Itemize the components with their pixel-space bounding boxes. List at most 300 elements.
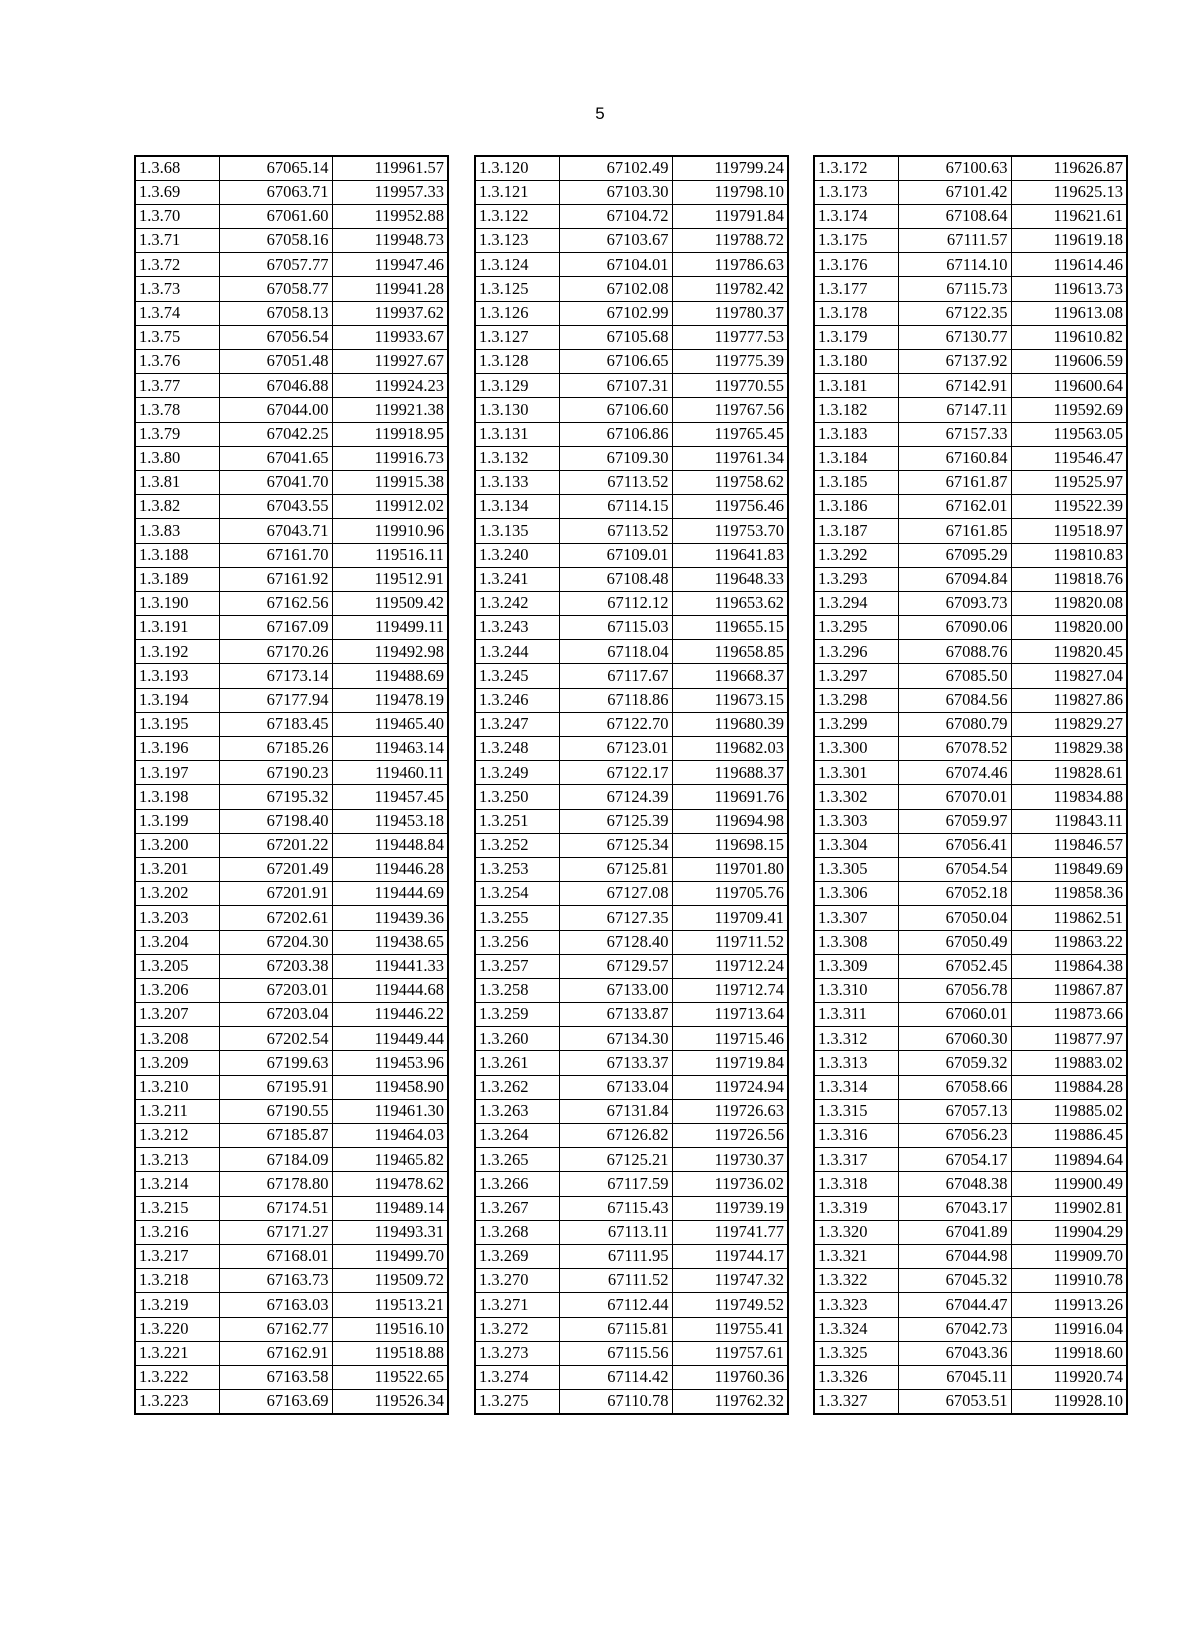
y-coordinate-cell: 119546.47 [1011, 446, 1127, 470]
page-number: 5 [595, 104, 605, 123]
y-coordinate-cell: 119705.76 [672, 882, 788, 906]
point-id-cell: 1.3.68 [135, 156, 219, 180]
table-row [135, 1220, 448, 1244]
point-id-cell: 1.3.261 [475, 1051, 559, 1075]
point-id-cell: 1.3.245 [475, 664, 559, 688]
y-coordinate-cell: 119619.18 [1011, 229, 1127, 253]
x-coordinate-cell: 67114.42 [559, 1365, 672, 1389]
table-row [814, 180, 1127, 204]
y-coordinate-cell: 119864.38 [1011, 954, 1127, 978]
y-coordinate-cell: 119673.15 [672, 688, 788, 712]
table-row [475, 1196, 788, 1220]
table-row [814, 156, 1127, 180]
table-row [135, 350, 448, 374]
point-id-cell: 1.3.323 [814, 1293, 898, 1317]
x-coordinate-cell: 67042.73 [898, 1317, 1011, 1341]
x-coordinate-cell: 67117.67 [559, 664, 672, 688]
point-id-cell: 1.3.123 [475, 229, 559, 253]
x-coordinate-cell: 67084.56 [898, 688, 1011, 712]
table-row [135, 664, 448, 688]
y-coordinate-cell: 119827.04 [1011, 664, 1127, 688]
point-id-cell: 1.3.75 [135, 325, 219, 349]
x-coordinate-cell: 67113.52 [559, 519, 672, 543]
y-coordinate-cell: 119767.56 [672, 398, 788, 422]
x-coordinate-cell: 67130.77 [898, 325, 1011, 349]
point-id-cell: 1.3.122 [475, 204, 559, 228]
y-coordinate-cell: 119499.11 [332, 616, 448, 640]
x-coordinate-cell: 67113.52 [559, 470, 672, 494]
y-coordinate-cell: 119719.84 [672, 1051, 788, 1075]
x-coordinate-cell: 67202.54 [219, 1027, 332, 1051]
x-coordinate-cell: 67203.04 [219, 1003, 332, 1027]
y-coordinate-cell: 119730.37 [672, 1148, 788, 1172]
table-row [475, 398, 788, 422]
x-coordinate-cell: 67043.17 [898, 1196, 1011, 1220]
point-id-cell: 1.3.294 [814, 591, 898, 615]
x-coordinate-cell: 67106.65 [559, 350, 672, 374]
table-row [814, 1317, 1127, 1341]
x-coordinate-cell: 67109.30 [559, 446, 672, 470]
point-id-cell: 1.3.268 [475, 1220, 559, 1244]
point-id-cell: 1.3.241 [475, 567, 559, 591]
point-id-cell: 1.3.296 [814, 640, 898, 664]
table-row [135, 930, 448, 954]
y-coordinate-cell: 119782.42 [672, 277, 788, 301]
y-coordinate-cell: 119478.19 [332, 688, 448, 712]
x-coordinate-cell: 67102.08 [559, 277, 672, 301]
point-id-cell: 1.3.206 [135, 978, 219, 1002]
x-coordinate-cell: 67161.70 [219, 543, 332, 567]
table-row [135, 785, 448, 809]
table-row [814, 398, 1127, 422]
point-id-cell: 1.3.80 [135, 446, 219, 470]
x-coordinate-cell: 67126.82 [559, 1124, 672, 1148]
x-coordinate-cell: 67168.01 [219, 1244, 332, 1268]
point-id-cell: 1.3.307 [814, 906, 898, 930]
point-id-cell: 1.3.258 [475, 978, 559, 1002]
y-coordinate-cell: 119777.53 [672, 325, 788, 349]
point-id-cell: 1.3.275 [475, 1390, 559, 1414]
y-coordinate-cell: 119713.64 [672, 1003, 788, 1027]
table-row [475, 156, 788, 180]
y-coordinate-cell: 119626.87 [1011, 156, 1127, 180]
point-id-cell: 1.3.315 [814, 1099, 898, 1123]
x-coordinate-cell: 67044.98 [898, 1244, 1011, 1268]
y-coordinate-cell: 119910.96 [332, 519, 448, 543]
x-coordinate-cell: 67085.50 [898, 664, 1011, 688]
x-coordinate-cell: 67115.81 [559, 1317, 672, 1341]
x-coordinate-cell: 67167.09 [219, 616, 332, 640]
y-coordinate-cell: 119749.52 [672, 1293, 788, 1317]
table-row [475, 737, 788, 761]
table-row [135, 277, 448, 301]
y-coordinate-cell: 119522.39 [1011, 495, 1127, 519]
y-coordinate-cell: 119941.28 [332, 277, 448, 301]
point-id-cell: 1.3.208 [135, 1027, 219, 1051]
y-coordinate-cell: 119884.28 [1011, 1075, 1127, 1099]
table-row [475, 1390, 788, 1414]
point-id-cell: 1.3.269 [475, 1244, 559, 1268]
y-coordinate-cell: 119458.90 [332, 1075, 448, 1099]
point-id-cell: 1.3.129 [475, 374, 559, 398]
point-id-cell: 1.3.217 [135, 1244, 219, 1268]
point-id-cell: 1.3.76 [135, 350, 219, 374]
y-coordinate-cell: 119701.80 [672, 857, 788, 881]
y-coordinate-cell: 119791.84 [672, 204, 788, 228]
table-row [814, 833, 1127, 857]
point-id-cell: 1.3.81 [135, 470, 219, 494]
table-row [475, 1220, 788, 1244]
table-row [475, 446, 788, 470]
table-row [475, 519, 788, 543]
y-coordinate-cell: 119883.02 [1011, 1051, 1127, 1075]
table-row [135, 253, 448, 277]
point-id-cell: 1.3.79 [135, 422, 219, 446]
y-coordinate-cell: 119653.62 [672, 591, 788, 615]
table-row [475, 350, 788, 374]
x-coordinate-cell: 67171.27 [219, 1220, 332, 1244]
table-row [814, 1196, 1127, 1220]
table-row [135, 519, 448, 543]
point-id-cell: 1.3.199 [135, 809, 219, 833]
x-coordinate-cell: 67178.80 [219, 1172, 332, 1196]
y-coordinate-cell: 119829.38 [1011, 737, 1127, 761]
table-row [475, 1075, 788, 1099]
table-row [135, 495, 448, 519]
point-id-cell: 1.3.249 [475, 761, 559, 785]
y-coordinate-cell: 119493.31 [332, 1220, 448, 1244]
table-row [814, 906, 1127, 930]
point-id-cell: 1.3.74 [135, 301, 219, 325]
x-coordinate-cell: 67198.40 [219, 809, 332, 833]
table-row [135, 616, 448, 640]
point-id-cell: 1.3.135 [475, 519, 559, 543]
y-coordinate-cell: 119509.72 [332, 1269, 448, 1293]
y-coordinate-cell: 119910.78 [1011, 1269, 1127, 1293]
x-coordinate-cell: 67190.55 [219, 1099, 332, 1123]
y-coordinate-cell: 119741.77 [672, 1220, 788, 1244]
x-coordinate-cell: 67108.48 [559, 567, 672, 591]
x-coordinate-cell: 67122.35 [898, 301, 1011, 325]
table-row [475, 978, 788, 1002]
y-coordinate-cell: 119827.86 [1011, 688, 1127, 712]
coordinate-table-right [813, 155, 1128, 1415]
x-coordinate-cell: 67199.63 [219, 1051, 332, 1075]
x-coordinate-cell: 67056.78 [898, 978, 1011, 1002]
point-id-cell: 1.3.207 [135, 1003, 219, 1027]
coordinate-table-middle [474, 155, 789, 1415]
x-coordinate-cell: 67041.70 [219, 470, 332, 494]
point-id-cell: 1.3.267 [475, 1196, 559, 1220]
table-row [135, 1365, 448, 1389]
x-coordinate-cell: 67133.00 [559, 978, 672, 1002]
x-coordinate-cell: 67202.61 [219, 906, 332, 930]
table-row [135, 1317, 448, 1341]
x-coordinate-cell: 67114.15 [559, 495, 672, 519]
point-id-cell: 1.3.319 [814, 1196, 898, 1220]
x-coordinate-cell: 67106.86 [559, 422, 672, 446]
x-coordinate-cell: 67074.46 [898, 761, 1011, 785]
y-coordinate-cell: 119457.45 [332, 785, 448, 809]
y-coordinate-cell: 119913.26 [1011, 1293, 1127, 1317]
table-row [135, 737, 448, 761]
point-id-cell: 1.3.317 [814, 1148, 898, 1172]
table-row [814, 470, 1127, 494]
x-coordinate-cell: 67094.84 [898, 567, 1011, 591]
table-row [135, 857, 448, 881]
point-id-cell: 1.3.300 [814, 737, 898, 761]
y-coordinate-cell: 119715.46 [672, 1027, 788, 1051]
y-coordinate-cell: 119610.82 [1011, 325, 1127, 349]
table-row [814, 567, 1127, 591]
y-coordinate-cell: 119770.55 [672, 374, 788, 398]
y-coordinate-cell: 119453.18 [332, 809, 448, 833]
x-coordinate-cell: 67044.00 [219, 398, 332, 422]
table-row [475, 422, 788, 446]
table-row [135, 422, 448, 446]
point-id-cell: 1.3.183 [814, 422, 898, 446]
x-coordinate-cell: 67161.87 [898, 470, 1011, 494]
y-coordinate-cell: 119820.08 [1011, 591, 1127, 615]
point-id-cell: 1.3.305 [814, 857, 898, 881]
y-coordinate-cell: 119747.32 [672, 1269, 788, 1293]
x-coordinate-cell: 67127.08 [559, 882, 672, 906]
y-coordinate-cell: 119744.17 [672, 1244, 788, 1268]
point-id-cell: 1.3.126 [475, 301, 559, 325]
x-coordinate-cell: 67170.26 [219, 640, 332, 664]
table-row [135, 470, 448, 494]
table-row [135, 398, 448, 422]
x-coordinate-cell: 67128.40 [559, 930, 672, 954]
point-id-cell: 1.3.177 [814, 277, 898, 301]
point-id-cell: 1.3.220 [135, 1317, 219, 1341]
x-coordinate-cell: 67204.30 [219, 930, 332, 954]
x-coordinate-cell: 67127.35 [559, 906, 672, 930]
table-row [475, 1365, 788, 1389]
table-row [475, 204, 788, 228]
x-coordinate-cell: 67201.22 [219, 833, 332, 857]
table-row [475, 325, 788, 349]
y-coordinate-cell: 119526.34 [332, 1390, 448, 1414]
x-coordinate-cell: 67112.44 [559, 1293, 672, 1317]
table-row [475, 1099, 788, 1123]
table-row [814, 1099, 1127, 1123]
x-coordinate-cell: 67108.64 [898, 204, 1011, 228]
y-coordinate-cell: 119648.33 [672, 567, 788, 591]
y-coordinate-cell: 119698.15 [672, 833, 788, 857]
table-row [814, 1003, 1127, 1027]
table-row [135, 809, 448, 833]
point-id-cell: 1.3.71 [135, 229, 219, 253]
x-coordinate-cell: 67060.30 [898, 1027, 1011, 1051]
table-row [814, 1390, 1127, 1414]
point-id-cell: 1.3.219 [135, 1293, 219, 1317]
table-row [135, 1148, 448, 1172]
point-id-cell: 1.3.198 [135, 785, 219, 809]
point-id-cell: 1.3.196 [135, 737, 219, 761]
x-coordinate-cell: 67103.30 [559, 180, 672, 204]
point-id-cell: 1.3.252 [475, 833, 559, 857]
x-coordinate-cell: 67162.56 [219, 591, 332, 615]
table-row [135, 301, 448, 325]
table-row [814, 229, 1127, 253]
table-row [475, 664, 788, 688]
point-id-cell: 1.3.322 [814, 1269, 898, 1293]
point-id-cell: 1.3.295 [814, 616, 898, 640]
point-id-cell: 1.3.240 [475, 543, 559, 567]
x-coordinate-cell: 67050.04 [898, 906, 1011, 930]
y-coordinate-cell: 119947.46 [332, 253, 448, 277]
x-coordinate-cell: 67174.51 [219, 1196, 332, 1220]
x-coordinate-cell: 67060.01 [898, 1003, 1011, 1027]
table-row [814, 1027, 1127, 1051]
y-coordinate-cell: 119592.69 [1011, 398, 1127, 422]
x-coordinate-cell: 67070.01 [898, 785, 1011, 809]
x-coordinate-cell: 67102.49 [559, 156, 672, 180]
y-coordinate-cell: 119489.14 [332, 1196, 448, 1220]
point-id-cell: 1.3.209 [135, 1051, 219, 1075]
x-coordinate-cell: 67129.57 [559, 954, 672, 978]
table-row [135, 712, 448, 736]
x-coordinate-cell: 67203.01 [219, 978, 332, 1002]
x-coordinate-cell: 67063.71 [219, 180, 332, 204]
y-coordinate-cell: 119461.30 [332, 1099, 448, 1123]
y-coordinate-cell: 119525.97 [1011, 470, 1127, 494]
point-id-cell: 1.3.251 [475, 809, 559, 833]
point-id-cell: 1.3.308 [814, 930, 898, 954]
y-coordinate-cell: 119760.36 [672, 1365, 788, 1389]
y-coordinate-cell: 119810.83 [1011, 543, 1127, 567]
point-id-cell: 1.3.190 [135, 591, 219, 615]
point-id-cell: 1.3.182 [814, 398, 898, 422]
y-coordinate-cell: 119625.13 [1011, 180, 1127, 204]
y-coordinate-cell: 119952.88 [332, 204, 448, 228]
table-row [814, 1365, 1127, 1389]
point-id-cell: 1.3.320 [814, 1220, 898, 1244]
x-coordinate-cell: 67051.48 [219, 350, 332, 374]
point-id-cell: 1.3.181 [814, 374, 898, 398]
point-id-cell: 1.3.125 [475, 277, 559, 301]
x-coordinate-cell: 67118.86 [559, 688, 672, 712]
y-coordinate-cell: 119755.41 [672, 1317, 788, 1341]
table-row [814, 761, 1127, 785]
y-coordinate-cell: 119902.81 [1011, 1196, 1127, 1220]
point-id-cell: 1.3.297 [814, 664, 898, 688]
point-id-cell: 1.3.189 [135, 567, 219, 591]
x-coordinate-cell: 67101.42 [898, 180, 1011, 204]
y-coordinate-cell: 119915.38 [332, 470, 448, 494]
table-row [475, 253, 788, 277]
table-row [814, 301, 1127, 325]
y-coordinate-cell: 119516.10 [332, 1317, 448, 1341]
table-row [135, 567, 448, 591]
x-coordinate-cell: 67041.89 [898, 1220, 1011, 1244]
point-id-cell: 1.3.254 [475, 882, 559, 906]
table-row [475, 1244, 788, 1268]
x-coordinate-cell: 67103.67 [559, 229, 672, 253]
point-id-cell: 1.3.292 [814, 543, 898, 567]
y-coordinate-cell: 119786.63 [672, 253, 788, 277]
y-coordinate-cell: 119818.76 [1011, 567, 1127, 591]
point-id-cell: 1.3.193 [135, 664, 219, 688]
point-id-cell: 1.3.316 [814, 1124, 898, 1148]
x-coordinate-cell: 67131.84 [559, 1099, 672, 1123]
x-coordinate-cell: 67112.12 [559, 591, 672, 615]
table-row [475, 1124, 788, 1148]
point-id-cell: 1.3.273 [475, 1341, 559, 1365]
point-id-cell: 1.3.210 [135, 1075, 219, 1099]
table-row [814, 374, 1127, 398]
x-coordinate-cell: 67109.01 [559, 543, 672, 567]
x-coordinate-cell: 67137.92 [898, 350, 1011, 374]
y-coordinate-cell: 119894.64 [1011, 1148, 1127, 1172]
table-row [135, 1293, 448, 1317]
point-id-cell: 1.3.312 [814, 1027, 898, 1051]
table-row [814, 1244, 1127, 1268]
y-coordinate-cell: 119621.61 [1011, 204, 1127, 228]
y-coordinate-cell: 119613.73 [1011, 277, 1127, 301]
y-coordinate-cell: 119655.15 [672, 616, 788, 640]
x-coordinate-cell: 67046.88 [219, 374, 332, 398]
x-coordinate-cell: 67125.81 [559, 857, 672, 881]
x-coordinate-cell: 67054.54 [898, 857, 1011, 881]
y-coordinate-cell: 119937.62 [332, 301, 448, 325]
table-row [475, 543, 788, 567]
table-row [814, 253, 1127, 277]
x-coordinate-cell: 67106.60 [559, 398, 672, 422]
point-id-cell: 1.3.70 [135, 204, 219, 228]
x-coordinate-cell: 67201.91 [219, 882, 332, 906]
table-row [475, 277, 788, 301]
table-row [135, 1341, 448, 1365]
y-coordinate-cell: 119724.94 [672, 1075, 788, 1099]
point-id-cell: 1.3.180 [814, 350, 898, 374]
point-id-cell: 1.3.215 [135, 1196, 219, 1220]
table-row [135, 906, 448, 930]
point-id-cell: 1.3.260 [475, 1027, 559, 1051]
table-row [135, 978, 448, 1002]
x-coordinate-cell: 67111.57 [898, 229, 1011, 253]
y-coordinate-cell: 119513.21 [332, 1293, 448, 1317]
x-coordinate-cell: 67043.55 [219, 495, 332, 519]
y-coordinate-cell: 119464.03 [332, 1124, 448, 1148]
table-row [135, 1027, 448, 1051]
table-row [135, 1269, 448, 1293]
point-id-cell: 1.3.257 [475, 954, 559, 978]
x-coordinate-cell: 67048.38 [898, 1172, 1011, 1196]
table-row [135, 1196, 448, 1220]
table-row [475, 1269, 788, 1293]
x-coordinate-cell: 67053.51 [898, 1390, 1011, 1414]
y-coordinate-cell: 119858.36 [1011, 882, 1127, 906]
point-id-cell: 1.3.248 [475, 737, 559, 761]
x-coordinate-cell: 67195.91 [219, 1075, 332, 1099]
table-row [814, 809, 1127, 833]
table-row [135, 591, 448, 615]
point-id-cell: 1.3.213 [135, 1148, 219, 1172]
x-coordinate-cell: 67134.30 [559, 1027, 672, 1051]
point-id-cell: 1.3.197 [135, 761, 219, 785]
point-id-cell: 1.3.179 [814, 325, 898, 349]
x-coordinate-cell: 67104.72 [559, 204, 672, 228]
x-coordinate-cell: 67163.73 [219, 1269, 332, 1293]
table-row [814, 277, 1127, 301]
point-id-cell: 1.3.186 [814, 495, 898, 519]
y-coordinate-cell: 119846.57 [1011, 833, 1127, 857]
point-id-cell: 1.3.266 [475, 1172, 559, 1196]
table-row [475, 301, 788, 325]
x-coordinate-cell: 67093.73 [898, 591, 1011, 615]
